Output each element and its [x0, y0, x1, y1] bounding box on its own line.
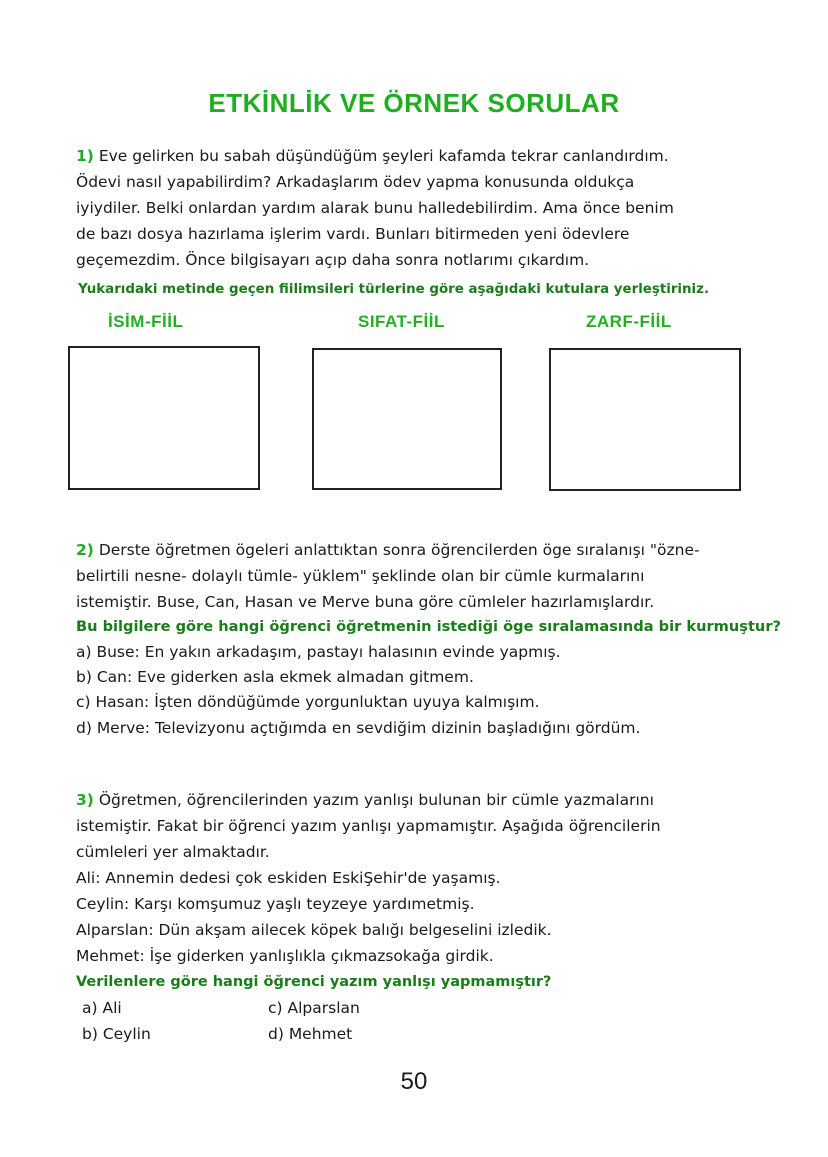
q1-line-5: geçemezdim. Önce bilgisayarı açıp daha sonra notlarımı çıkardım. — [76, 251, 590, 269]
q3-sentence-ali: Ali: Annemin dedesi çok eskiden EskiŞehir'de yaşamış. — [76, 869, 501, 887]
zarf-fiil-header: ZARF-FİİL — [586, 312, 672, 331]
q3-line-1 — [76, 790, 654, 810]
q3-sentence-alparslan: Alparslan: Dün akşam ailecek köpek balığı belgeselini izledik. — [76, 921, 552, 939]
isim-fiil-header: İSİM-FİİL — [108, 312, 184, 331]
q2-text: Derste öğretmen ögeleri anlattıktan sonra öğrencilerden öge sıralanışı "özne- — [98, 541, 700, 559]
q3-sentence-mehmet: Mehmet: İşe giderken yanlışlıkla çıkmazsokağa girdik. — [76, 947, 494, 965]
zarf-fiil-answer-box[interactable] — [549, 348, 741, 491]
q1-line-4: de bazı dosya hazırlama işlerim vardı. Bunları bitirmeden yeni ödevlere — [76, 225, 630, 243]
sifat-fiil-header: SIFAT-FİİL — [358, 312, 445, 331]
q2-line-1 — [76, 540, 700, 560]
q3-question: Verilenlere göre hangi öğrenci yazım yanlışı yapmamıştır? — [76, 974, 552, 990]
q1-text: Eve gelirken bu sabah düşündüğüm şeyleri kafamda tekrar canlandırdım. — [98, 147, 669, 165]
q2-option-b: b) Can: Eve giderken asla ekmek almadan gitmem. — [76, 668, 474, 686]
q1-instruction: Yukarıdaki metinde geçen fiilimsileri türlerine göre aşağıdaki kutulara yerleştiriniz. — [78, 282, 710, 297]
q3-line-3: cümleleri yer almaktadır. — [76, 843, 270, 861]
q3-option-b: b) Ceylin — [82, 1025, 151, 1043]
q3-option-d: d) Mehmet — [268, 1025, 353, 1043]
q3-sentence-ceylin: Ceylin: Karşı komşumuz yaşlı teyzeye yardımetmiş. — [76, 895, 475, 913]
q3-option-c: c) Alparslan — [268, 999, 360, 1017]
q2-option-c: c) Hasan: İşten döndüğümde yorgunluktan uyuya kalmışım. — [76, 693, 540, 711]
q2-question: Bu bilgilere göre hangi öğrenci öğretmenin istediği öge sıralamasında bir kurmuştur? — [76, 618, 781, 635]
q2-option-d: d) Merve: Televizyonu açtığımda en sevdiğim dizinin başladığını gördüm. — [76, 719, 641, 737]
q1-number: 1) — [76, 147, 94, 165]
sifat-fiil-answer-box[interactable] — [312, 348, 502, 490]
q2-line-2: belirtili nesne- dolaylı tümle- yüklem" şeklinde olan bir cümle kurmalarını — [76, 567, 645, 585]
page-title: ETKİNLİK VE ÖRNEK SORULAR — [208, 88, 620, 118]
q2-option-a: a) Buse: En yakın arkadaşım, pastayı halasının evinde yapmış. — [76, 643, 561, 661]
q1-line-3: iyiydiler. Belki onlardan yardım alarak bunu halledebilirdim. Ama önce benim — [76, 199, 674, 217]
q2-number: 2) — [76, 541, 94, 559]
q3-line-2: istemiştir. Fakat bir öğrenci yazım yanlışı yapmamıştır. Aşağıda öğrencilerin — [76, 817, 661, 835]
q3-number: 3) — [76, 791, 94, 809]
q1-line-2: Ödevi nasıl yapabilirdim? Arkadaşlarım ödev yapma konusunda oldukça — [76, 173, 635, 191]
q3-option-a: a) Ali — [82, 999, 122, 1017]
q2-line-3: istemiştir. Buse, Can, Hasan ve Merve buna göre cümleler hazırlamışlardır. — [76, 593, 655, 611]
q3-text: Öğretmen, öğrencilerinden yazım yanlışı bulunan bir cümle yazmalarını — [98, 791, 654, 809]
page-number: 50 — [400, 1068, 428, 1095]
isim-fiil-answer-box[interactable] — [68, 346, 260, 490]
q1-line-1 — [76, 146, 669, 166]
